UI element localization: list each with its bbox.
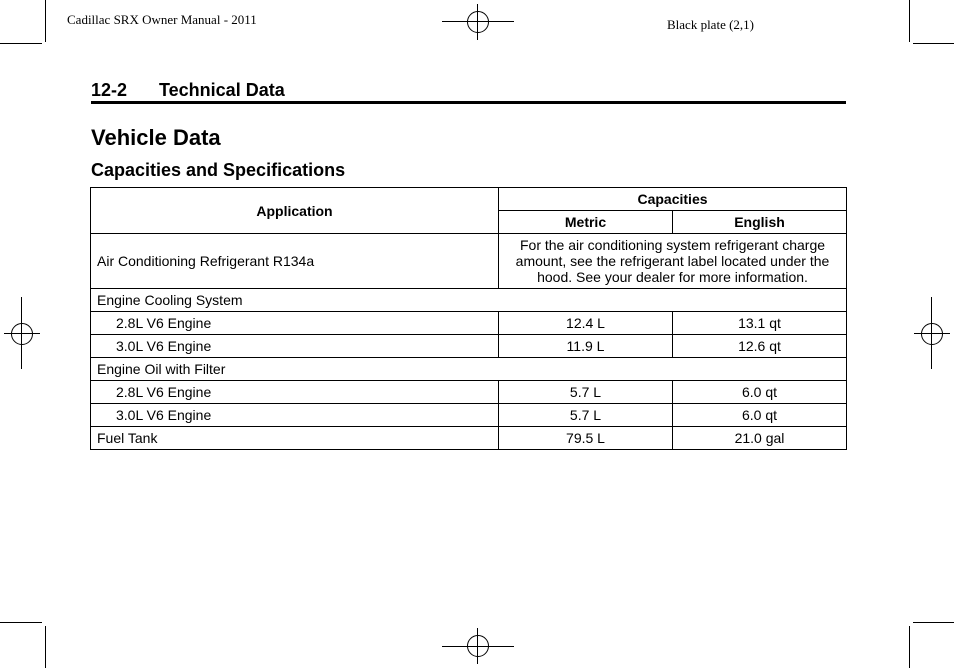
page-title: Vehicle Data [91, 125, 221, 150]
fuel-english: 21.0 gal [673, 427, 847, 450]
oil-metric: 5.7 L [499, 381, 673, 404]
table-header-row [91, 188, 847, 211]
section-rule [91, 101, 846, 104]
crop-mark [909, 626, 910, 668]
oil-label: Engine Oil with Filter [91, 358, 847, 381]
page-subtitle: Capacities and Specifications [91, 160, 346, 180]
table-row [91, 289, 847, 312]
oil-english: 6.0 qt [673, 381, 847, 404]
registration-circle-icon [921, 323, 943, 345]
crop-mark [45, 0, 46, 42]
section-title: Technical Data [159, 80, 285, 100]
table-row [91, 335, 847, 358]
table-row [91, 358, 847, 381]
header-english: English [673, 211, 847, 234]
crop-mark [913, 622, 954, 623]
cooling-metric: 11.9 L [499, 335, 673, 358]
capacities-table [90, 187, 847, 450]
crop-mark [909, 0, 910, 42]
header-capacities: Capacities [499, 188, 847, 211]
registration-circle-icon [11, 323, 33, 345]
registration-circle-icon [467, 11, 489, 33]
cooling-engine: 3.0L V6 Engine [91, 335, 499, 358]
ac-note: For the air conditioning system refrigerant charge amount, see the refrigerant label located under the hood. See your dealer for more information. [499, 234, 847, 289]
oil-engine: 2.8L V6 Engine [91, 381, 499, 404]
header-application: Application [91, 188, 499, 234]
cooling-english: 13.1 qt [673, 312, 847, 335]
registration-circle-icon [467, 635, 489, 657]
table-row [91, 234, 847, 289]
header-metric: Metric [499, 211, 673, 234]
manual-title: Cadillac SRX Owner Manual - 2011 [67, 12, 257, 27]
ac-application: Air Conditioning Refrigerant R134a [91, 234, 499, 289]
oil-metric: 5.7 L [499, 404, 673, 427]
table-row [91, 312, 847, 335]
cooling-metric: 12.4 L [499, 312, 673, 335]
oil-english: 6.0 qt [673, 404, 847, 427]
cooling-engine: 2.8L V6 Engine [91, 312, 499, 335]
cooling-english: 12.6 qt [673, 335, 847, 358]
fuel-metric: 79.5 L [499, 427, 673, 450]
crop-mark [0, 622, 42, 623]
crop-mark [0, 43, 42, 44]
table-row [91, 427, 847, 450]
table-row [91, 404, 847, 427]
table-row [91, 381, 847, 404]
plate-label: Black plate (2,1) [667, 17, 754, 32]
section-number: 12-2 [91, 80, 128, 100]
cooling-label: Engine Cooling System [91, 289, 847, 312]
oil-engine: 3.0L V6 Engine [91, 404, 499, 427]
crop-mark [913, 43, 954, 44]
crop-mark [45, 626, 46, 668]
fuel-application: Fuel Tank [91, 427, 499, 450]
